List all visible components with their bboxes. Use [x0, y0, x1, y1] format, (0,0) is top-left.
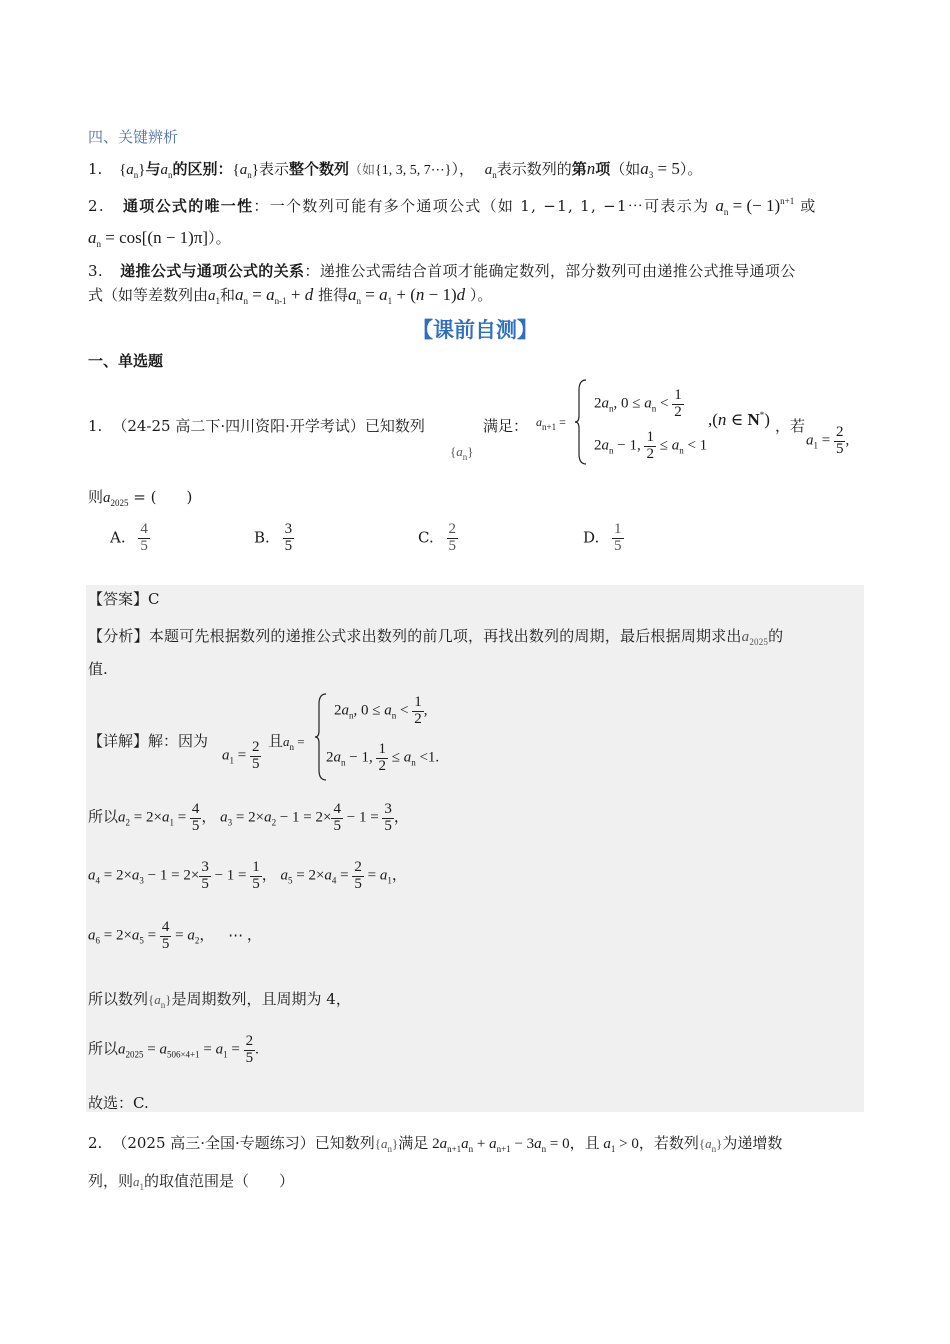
compute-a2-a3: 所以$a_2 = 2\times a_1$ = $\frac{4}{5}$ ， $a_3 = 2\times a_2 - 1 = 2\times$ $\frac{4}{5}$ − 1 = $\frac{3}{5}$ ，	[88, 801, 409, 834]
option-d[interactable]: D. $\frac{1}{5}$	[583, 521, 622, 554]
final-result: 所以$a_{2025} = a_{506\times 4+1} = a_1$ = $\frac{2}{5}$ .	[88, 1033, 259, 1066]
key-point-2-cont: $a_n = \cos[(n - 1)\pi]$）。	[88, 228, 231, 249]
item-number: 1.	[88, 160, 103, 178]
satisfies-label: 满足：	[483, 417, 529, 435]
option-c[interactable]: C. $\frac{2}{5}$	[418, 521, 456, 554]
question-2-stem: 2. （2025 高三·全国·专题练习）已知数列$\{a_n\}$满足 $2a_{n+1}a_n + a_{n+1} - 3a_n = 0$，且 $a_1 > 0$，若数列$\{a_n\}$为递增数	[88, 1134, 783, 1154]
key-point-1: 1. $\{a_n\}$与$a_n$的区别：$\{a_n\}$表示整个数列（如{1, 3, 5, 7⋯}）， $a_n$表示数列的第n项（如$a_3 = 5$）。	[88, 159, 703, 180]
sequence-symbol: $\{a_n\}$	[450, 444, 474, 462]
section-heading: 四、关键辨析	[88, 128, 179, 146]
solution-box	[86, 585, 864, 1112]
if-label: ，若	[775, 417, 806, 435]
option-a[interactable]: A. $\frac{4}{5}$	[110, 521, 148, 554]
analysis-line: 【分析】本题可先根据数列的递推公式求出数列的前几项，再找出数列的周期，最后根据周期求出$a_{2025}$的	[88, 627, 784, 647]
key-point-3-cont: 式（如等差数列由$a_1$和$a_n = a_{n-1} + d$ 推得$a_n = a_1 + (n - 1)d$ ）。	[88, 285, 493, 306]
option-b[interactable]: B. $\frac{3}{5}$	[254, 521, 293, 554]
compute-a4-a5: $a_4 = 2\times a_3 - 1 = 2\times$ $\frac{3}{5}$ − 1 = $\frac{1}{5}$ ， $a_5 = 2\times a_4$ = $\frac{2}{5}$ = $a_1$，	[88, 859, 407, 892]
detail-case-2: $2a_n - 1$, $\frac{1}{2}$ ≤ $a_n <1$.	[326, 741, 440, 774]
case-1: $2a_n$, $0 \le a_n$ < $\frac{1}{2}$	[594, 387, 682, 420]
answer-line: 【答案】C	[88, 590, 160, 608]
initial-term: $a_1$ = $\frac{2}{5}$ ,	[806, 424, 850, 457]
conclusion: 故选：C.	[88, 1094, 149, 1112]
part-heading: 一、单选题	[88, 352, 164, 370]
analysis-line-2: 值.	[88, 660, 108, 678]
question-1-stem: 1. （24-25 高二下·四川资阳·开学考试）已知数列	[88, 417, 425, 435]
piecewise-brace-icon	[574, 378, 588, 466]
compute-a6: $a_6 = 2\times a_5$ = $\frac{4}{5}$ = $a_2$， ⋯ ，	[88, 919, 262, 952]
question-2-ask: 列，则$a_1$的取值范围是（ ）	[88, 1172, 295, 1192]
domain-note: ,(n ∈ N*)	[708, 410, 770, 429]
detail-case-1: $2a_n$, $0 \le a_n$ < $\frac{1}{2}$ ,	[334, 694, 428, 727]
and-label: 且$a_n$ =	[268, 732, 305, 752]
question-1-ask: 则$a_{2025}$ = ( )	[88, 488, 193, 508]
recurrence-lhs: $a_{n+1}$ =	[536, 415, 566, 432]
key-point-3: 3. 递推公式与通项公式的关系：递推公式需结合首项才能确定数列，部分数列可由递推公式推导通项公	[88, 262, 796, 280]
section-banner: 【课前自测】	[412, 317, 538, 342]
case-2: $2a_n - 1$, $\frac{1}{2}$ ≤ $a_n < 1$	[594, 429, 708, 462]
detail-initial-term: $a_1$ = $\frac{2}{5}$	[222, 739, 260, 772]
detail-intro: 【详解】解：因为	[88, 732, 209, 750]
item-text: 与	[145, 160, 161, 178]
periodic-line: 所以数列$\{a_n\}$是周期数列，且周期为 4，	[88, 990, 351, 1010]
key-point-2: 2. 通项公式的唯一性：一个数列可能有多个通项公式（如 1, −1, 1, −1⋯可表示为 $a_n$ = (− 1)$^{n+1}$ 或	[88, 196, 817, 217]
